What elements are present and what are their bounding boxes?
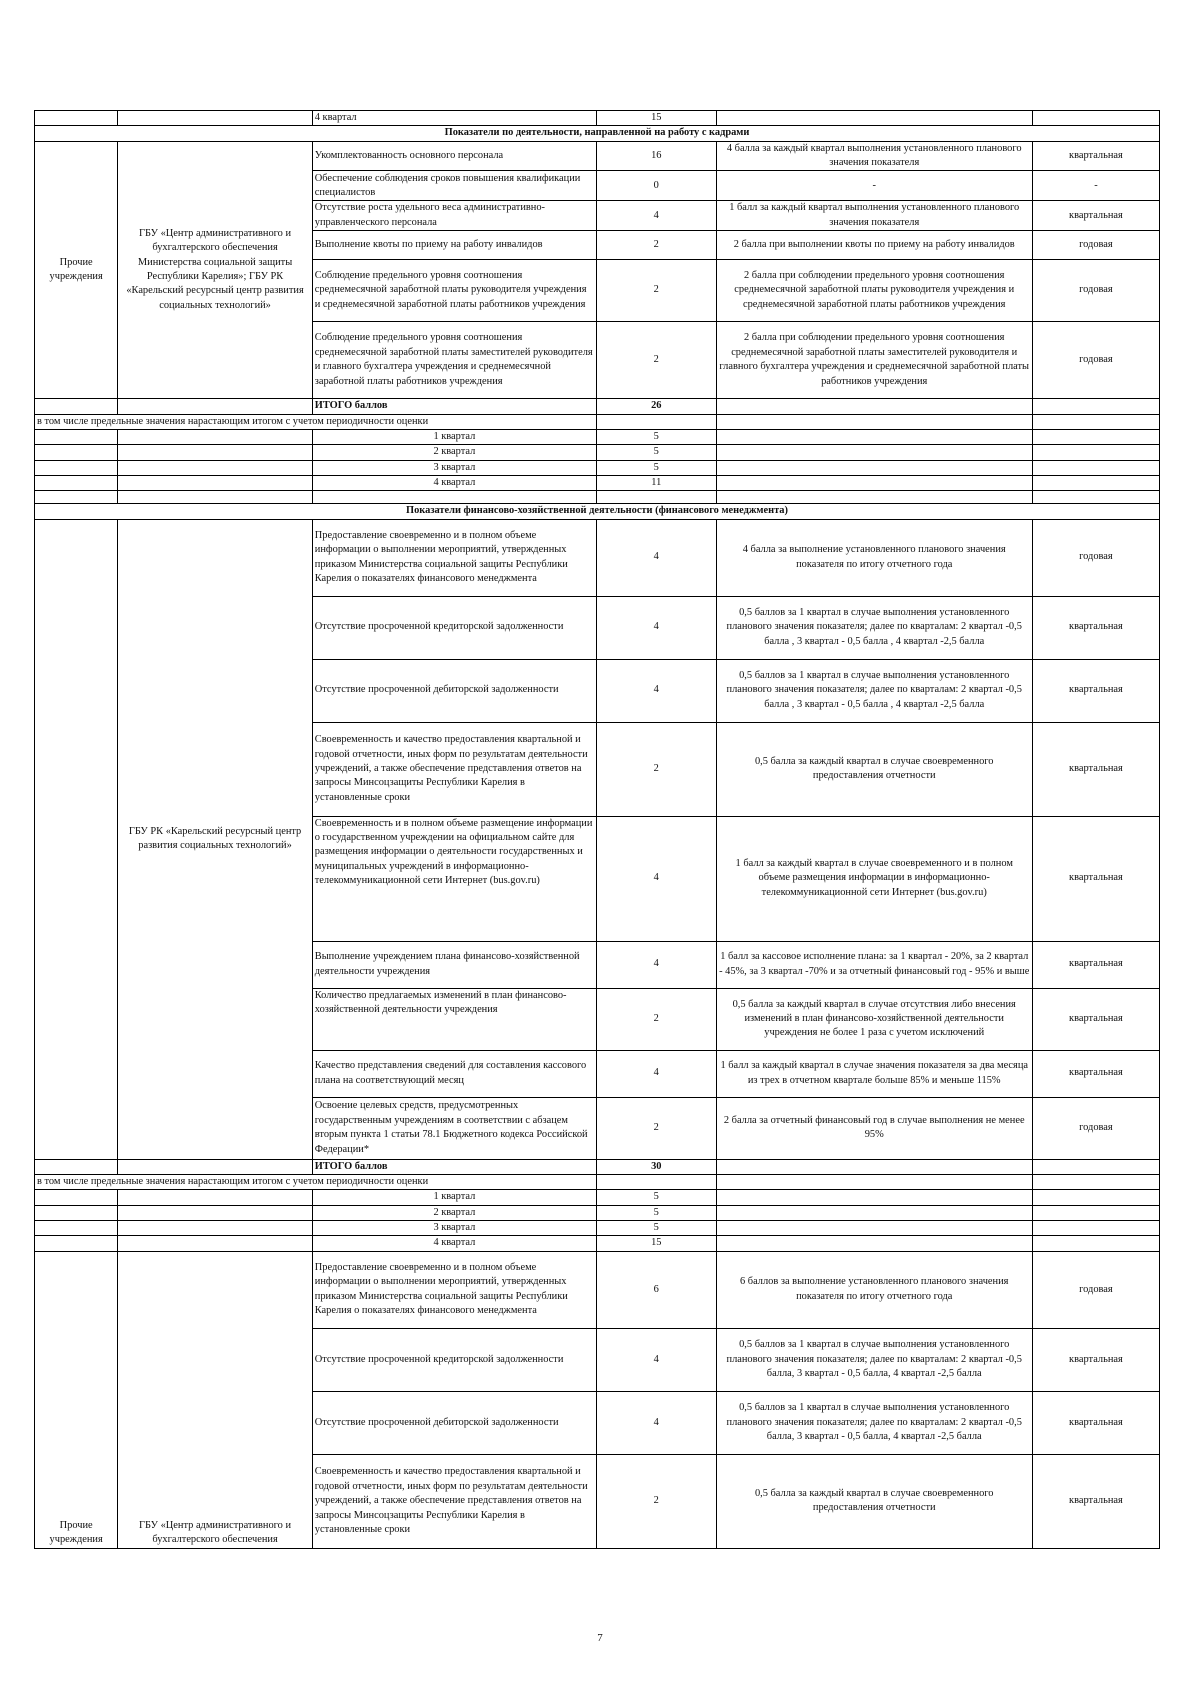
points-cell: 2 xyxy=(596,231,716,260)
points-cell: 4 xyxy=(596,201,716,231)
points-cell: 2 xyxy=(596,722,716,816)
quarter-row xyxy=(35,1236,1160,1251)
quarter-label: 4 квартал xyxy=(312,111,596,126)
indicator-cell: Соблюдение предельного уровня соотношения среднемесячной заработной платы руководителя учреждения и среднемесячной заработной платы работников учреждения xyxy=(312,260,596,322)
section-header-row xyxy=(35,126,1160,141)
institution-cell: ГБУ «Центр административного и бухгалтерского обеспечения Министерства социальной защиты Республики Карелия»; ГБУ РК «Карельский ресурсный центр развития социальных технологий» xyxy=(118,141,312,398)
criteria-cell: 0,5 балла за каждый квартал в случае своевременного предоставления отчетности xyxy=(716,1454,1032,1548)
criteria-cell: 6 баллов за выполнение установленного планового значения показателя по итогу отчетного года xyxy=(716,1251,1032,1328)
cumulative-note-row xyxy=(35,414,1160,429)
period-cell: квартальная xyxy=(1032,659,1159,722)
indicator-cell: Предоставление своевременно и в полном объеме информации о выполнении мероприятий, утвержденных приказом Министерства социальной защиты Республики Карелия о показателях финансового менеджмента xyxy=(312,519,596,596)
period-cell: - xyxy=(1032,171,1159,201)
criteria-cell: 1 балл за каждый квартал в случае своевременного и в полном объеме размещения информации в информационно-телекоммуникационной сети Интернет (bus.gov.ru) xyxy=(716,816,1032,941)
period-cell: годовая xyxy=(1032,231,1159,260)
points-cell: 16 xyxy=(596,141,716,171)
quarter-label: 2 квартал xyxy=(312,1205,596,1220)
period-cell: квартальная xyxy=(1032,201,1159,231)
quarter-value: 5 xyxy=(596,460,716,475)
points-cell: 2 xyxy=(596,988,716,1050)
period-cell: квартальная xyxy=(1032,816,1159,941)
points-cell: 4 xyxy=(596,941,716,988)
quarter-row xyxy=(35,460,1160,475)
quarter-label: 3 квартал xyxy=(312,1221,596,1236)
points-cell: 2 xyxy=(596,322,716,399)
page-number: 7 xyxy=(597,1632,603,1644)
criteria-cell: 0,5 балла за каждый квартал в случае своевременного предоставления отчетности xyxy=(716,722,1032,816)
indicator-cell: Своевременность и качество предоставления квартальной и годовой отчетности, иных форм по результатам деятельности учреждений, а также обеспечение представления ответов на запросы Минсоцзащиты Республики Карелия в установленные сроки xyxy=(312,1454,596,1548)
total-row xyxy=(35,399,1160,414)
table-row xyxy=(35,111,1160,126)
total-value: 26 xyxy=(596,399,716,414)
indicator-cell: Отсутствие просроченной кредиторской задолженности xyxy=(312,596,596,659)
criteria-cell: 2 балла за отчетный финансовый год в случае выполнения не менее 95% xyxy=(716,1097,1032,1159)
quarter-value: 5 xyxy=(596,1205,716,1220)
criteria-cell: 0,5 баллов за 1 квартал в случае выполнения установленного планового значения показателя; далее по кварталам: 2 квартал -0,5 балла, 3 квартал - 0,5 балла, 4 квартал -2,5 балла xyxy=(716,1391,1032,1454)
institution-cell: ГБУ «Центр административного и бухгалтерского обеспечения xyxy=(118,1251,312,1548)
period-cell: квартальная xyxy=(1032,141,1159,171)
indicator-cell: Укомплектованность основного персонала xyxy=(312,141,596,171)
points-cell: 2 xyxy=(596,260,716,322)
indicator-cell: Отсутствие просроченной дебиторской задолженности xyxy=(312,1391,596,1454)
points-cell: 2 xyxy=(596,1097,716,1159)
quarter-label: 2 квартал xyxy=(312,445,596,460)
category-cell: Прочие учреждения xyxy=(35,1251,118,1548)
indicator-cell: Количество предлагаемых изменений в план финансово-хозяйственной деятельности учреждения xyxy=(312,988,596,1050)
criteria-cell: 0,5 баллов за 1 квартал в случае выполнения установленного планового значения показателя; далее по кварталам: 2 квартал -0,5 балла , 3 квартал - 0,5 балла , 4 квартал -2,5 балла xyxy=(716,659,1032,722)
indicator-cell: Отсутствие просроченной кредиторской задолженности xyxy=(312,1328,596,1391)
period-cell: квартальная xyxy=(1032,596,1159,659)
quarter-label: 1 квартал xyxy=(312,429,596,444)
criteria-cell: 4 балла за выполнение установленного планового значения показателя по итогу отчетного года xyxy=(716,519,1032,596)
criteria-cell: - xyxy=(716,171,1032,201)
cumulative-note: в том числе предельные значения нарастающим итогом с учетом периодичности оценки xyxy=(35,414,597,429)
section-header-row xyxy=(35,504,1160,519)
period-cell: квартальная xyxy=(1032,1328,1159,1391)
period-cell: годовая xyxy=(1032,260,1159,322)
indicator-cell: Выполнение квоты по приему на работу инвалидов xyxy=(312,231,596,260)
quarter-row xyxy=(35,445,1160,460)
points-cell: 6 xyxy=(596,1251,716,1328)
criteria-cell: 1 балл за каждый квартал выполнения установленного планового значения показателя xyxy=(716,201,1032,231)
quarter-row xyxy=(35,1190,1160,1205)
table-row xyxy=(35,141,1160,171)
total-row xyxy=(35,1159,1160,1174)
section-title-hr: Показатели по деятельности, направленной на работу с кадрами xyxy=(35,126,1160,141)
period-cell: квартальная xyxy=(1032,941,1159,988)
period-cell: квартальная xyxy=(1032,722,1159,816)
points-cell: 4 xyxy=(596,1050,716,1097)
quarter-label: 4 квартал xyxy=(312,1236,596,1251)
indicator-cell: Отсутствие роста удельного веса административно-управленческого персонала xyxy=(312,201,596,231)
points-cell: 4 xyxy=(596,596,716,659)
points-cell: 4 xyxy=(596,659,716,722)
indicator-cell: Предоставление своевременно и в полном объеме информации о выполнении мероприятий, утвержденных приказом Министерства социальной защиты Республики Карелия о показателях финансового менеджмента xyxy=(312,1251,596,1328)
criteria-cell: 2 балла при соблюдении предельного уровня соотношения среднемесячной заработной платы заместителей руководителя и главного бухгалтера учреждения и среднемесячной заработной платы работников учреждения xyxy=(716,322,1032,399)
total-label: ИТОГО баллов xyxy=(312,399,596,414)
quarter-row xyxy=(35,475,1160,490)
quarter-label: 1 квартал xyxy=(312,1190,596,1205)
criteria-cell: 0,5 балла за каждый квартал в случае отсутствия либо внесения изменений в план финансово-хозяйственной деятельности учреждения не более 1 раза с учетом исключений xyxy=(716,988,1032,1050)
criteria-cell: 2 балла при соблюдении предельного уровня соотношения среднемесячной заработной платы руководителя учреждения и среднемесячной заработной платы работников учреждения xyxy=(716,260,1032,322)
points-cell: 0 xyxy=(596,171,716,201)
quarter-label: 3 квартал xyxy=(312,460,596,475)
quarter-row xyxy=(35,1205,1160,1220)
points-cell: 4 xyxy=(596,1391,716,1454)
quarter-value: 5 xyxy=(596,1221,716,1236)
points-cell: 4 xyxy=(596,1328,716,1391)
category-cell: Прочие учреждения xyxy=(35,141,118,398)
empty-row xyxy=(35,491,1160,504)
indicator-cell: Выполнение учреждением плана финансово-хозяйственной деятельности учреждения xyxy=(312,941,596,988)
cumulative-note-row xyxy=(35,1175,1160,1190)
criteria-cell: 0,5 баллов за 1 квартал в случае выполнения установленного планового значения показателя; далее по кварталам: 2 квартал -0,5 балла, 3 квартал - 0,5 балла, 4 квартал -2,5 балла xyxy=(716,1328,1032,1391)
section-title-fin: Показатели финансово-хозяйственной деятельности (финансового менеджмента) xyxy=(35,504,1160,519)
quarter-value: 15 xyxy=(596,1236,716,1251)
indicator-cell: Освоение целевых средств, предусмотренных государственным учреждениям в соответствии с абзацем вторым пункта 1 статьи 78.1 Бюджетного кодекса Российской Федерации* xyxy=(312,1097,596,1159)
indicator-cell: Отсутствие просроченной дебиторской задолженности xyxy=(312,659,596,722)
indicator-cell: Своевременность и в полном объеме размещение информации о государственном учреждении на официальном сайте для размещения информации о деятельности государственных и муниципальных учреждений в информационно-телекоммуникационной сети Интернет (bus.gov.ru) xyxy=(312,816,596,941)
period-cell: годовая xyxy=(1032,322,1159,399)
quarter-row xyxy=(35,429,1160,444)
indicator-cell: Качество представления сведений для составления кассового плана на соответствующий месяц xyxy=(312,1050,596,1097)
points-cell: 2 xyxy=(596,1454,716,1548)
institution-cell: ГБУ РК «Карельский ресурсный центр развития социальных технологий» xyxy=(118,519,312,1159)
period-cell: годовая xyxy=(1032,1251,1159,1328)
table-row xyxy=(35,519,1160,596)
points-cell: 4 xyxy=(596,816,716,941)
quarter-value: 11 xyxy=(596,475,716,490)
quarter-value: 5 xyxy=(596,429,716,444)
points-cell: 4 xyxy=(596,519,716,596)
criteria-cell: 4 балла за каждый квартал выполнения установленного планового значения показателя xyxy=(716,141,1032,171)
quarter-value: 15 xyxy=(596,111,716,126)
total-value: 30 xyxy=(596,1159,716,1174)
period-cell: квартальная xyxy=(1032,1391,1159,1454)
indicator-cell: Обеспечение соблюдения сроков повышения квалификации специалистов xyxy=(312,171,596,201)
criteria-cell: 2 балла при выполнении квоты по приему на работу инвалидов xyxy=(716,231,1032,260)
period-cell: годовая xyxy=(1032,1097,1159,1159)
total-label: ИТОГО баллов xyxy=(312,1159,596,1174)
period-cell: квартальная xyxy=(1032,1454,1159,1548)
period-cell: годовая xyxy=(1032,519,1159,596)
quarter-label: 4 квартал xyxy=(312,475,596,490)
criteria-cell: 1 балл за кассовое исполнение плана: за 1 квартал - 20%, за 2 квартал - 45%, за 3 квартал -70% и за отчетный финансовый год - 95% и выше xyxy=(716,941,1032,988)
period-cell: квартальная xyxy=(1032,1050,1159,1097)
criteria-cell: 1 балл за каждый квартал в случае значения показателя за два месяца из трех в отчетном квартале больше 85% и меньше 115% xyxy=(716,1050,1032,1097)
cumulative-note: в том числе предельные значения нарастающим итогом с учетом периодичности оценки xyxy=(35,1175,597,1190)
category-cell-empty xyxy=(35,519,118,1159)
quarter-value: 5 xyxy=(596,445,716,460)
indicator-cell: Соблюдение предельного уровня соотношения среднемесячной заработной платы заместителей руководителя и главного бухгалтера учреждения и среднемесячной заработной платы работников учреждения xyxy=(312,322,596,399)
quarter-row xyxy=(35,1221,1160,1236)
indicators-table xyxy=(34,110,1160,1549)
indicator-cell: Своевременность и качество предоставления квартальной и годовой отчетности, иных форм по результатам деятельности учреждений, а также обеспечение представления ответов на запросы Минсоцзащиты Республики Карелия в установленные сроки xyxy=(312,722,596,816)
table-row xyxy=(35,1251,1160,1328)
criteria-cell: 0,5 баллов за 1 квартал в случае выполнения установленного планового значения показателя; далее по кварталам: 2 квартал -0,5 балла , 3 квартал - 0,5 балла , 4 квартал -2,5 балла xyxy=(716,596,1032,659)
quarter-value: 5 xyxy=(596,1190,716,1205)
period-cell: квартальная xyxy=(1032,988,1159,1050)
